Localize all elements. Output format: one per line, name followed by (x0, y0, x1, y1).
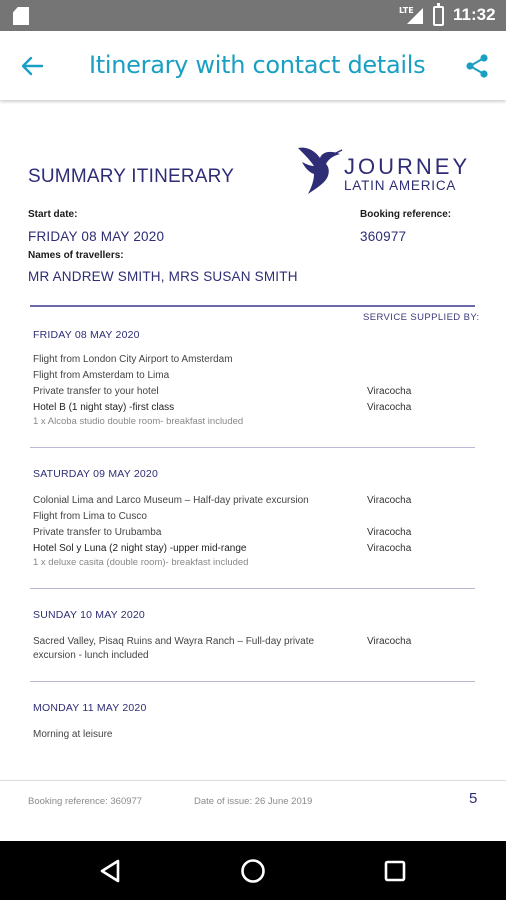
logo-line-2: LATIN AMERICA (344, 178, 457, 193)
list-item: Sacred Valley, Pisaq Ruins and Wayra Ranch – Full-day private (33, 636, 315, 647)
status-bar (0, 0, 506, 31)
day-date: SATURDAY 09 MAY 2020 (33, 468, 159, 480)
list-item: 1 x deluxe casita (double room)- breakfast included (33, 557, 249, 568)
arrow-left-icon (18, 52, 46, 80)
list-item: excursion - lunch included (33, 650, 149, 661)
share-icon (463, 52, 491, 80)
day-date: MONDAY 11 MAY 2020 (33, 702, 147, 714)
list-item: Flight from Amsterdam to Lima (33, 370, 170, 381)
header-divider (30, 305, 475, 307)
list-item: Colonial Lima and Larco Museum – Half-day private excursion (33, 495, 309, 506)
network-type: LTE (399, 6, 414, 15)
nav-back-icon (96, 856, 126, 886)
list-item: Flight from London City Airport to Amsterdam (33, 354, 233, 365)
sd-card-icon (13, 7, 29, 25)
list-item: 1 x Alcoba studio double room- breakfast included (33, 416, 244, 427)
footer-booking-ref: Booking reference: 360977 (28, 796, 143, 807)
nav-back-button[interactable] (96, 856, 126, 886)
supplier: Viracocha (367, 543, 412, 554)
system-nav-bar (0, 841, 506, 900)
share-button[interactable] (463, 52, 491, 80)
page-number: 5 (469, 790, 478, 807)
travellers-label: Names of travellers: (28, 250, 124, 261)
start-date-value: FRIDAY 08 MAY 2020 (28, 229, 165, 244)
itinerary-document[interactable] (0, 100, 506, 841)
footer-divider (0, 780, 506, 781)
day-date: FRIDAY 08 MAY 2020 (33, 329, 140, 341)
supplier: Viracocha (367, 527, 412, 538)
booking-ref-value: 360977 (360, 229, 407, 244)
start-date-label: Start date: (28, 209, 78, 220)
page-title: Itinerary with contact details (89, 51, 426, 79)
list-item: Flight from Lima to Cusco (33, 511, 147, 522)
supplier: Viracocha (367, 495, 412, 506)
section-divider (30, 447, 475, 448)
list-item: Hotel Sol y Luna (2 night stay) -upper mid-range (33, 543, 247, 554)
list-item: Morning at leisure (33, 729, 113, 740)
footer-issue-date: Date of issue: 26 June 2019 (194, 796, 313, 807)
supplier: Viracocha (367, 402, 412, 413)
booking-ref-label: Booking reference: (360, 209, 452, 220)
section-divider (30, 588, 475, 589)
supplier: Viracocha (367, 636, 412, 647)
service-supplied-label: SERVICE SUPPLIED BY: (363, 312, 480, 323)
travellers-value: MR ANDREW SMITH, MRS SUSAN SMITH (28, 269, 298, 284)
battery-icon (433, 6, 444, 26)
journey-latin-america-logo (296, 140, 476, 196)
nav-home-button[interactable] (238, 856, 268, 886)
lte-signal-icon (399, 6, 425, 26)
logo-line-1: JOURNEY (344, 154, 471, 179)
list-item: Hotel B (1 night stay) -first class (33, 402, 175, 413)
nav-recents-button[interactable] (380, 856, 410, 886)
document-title: SUMMARY ITINERARY (28, 166, 235, 187)
back-button[interactable] (18, 52, 46, 80)
day-date: SUNDAY 10 MAY 2020 (33, 609, 145, 621)
app-bar (0, 31, 506, 100)
nav-recents-icon (380, 856, 410, 886)
list-item: Private transfer to Urubamba (33, 527, 162, 538)
hummingbird-icon (296, 140, 344, 196)
clock: 11:32 (453, 5, 496, 24)
supplier: Viracocha (367, 386, 412, 397)
list-item: Private transfer to your hotel (33, 386, 159, 397)
section-divider (30, 681, 475, 682)
nav-home-icon (238, 856, 268, 886)
